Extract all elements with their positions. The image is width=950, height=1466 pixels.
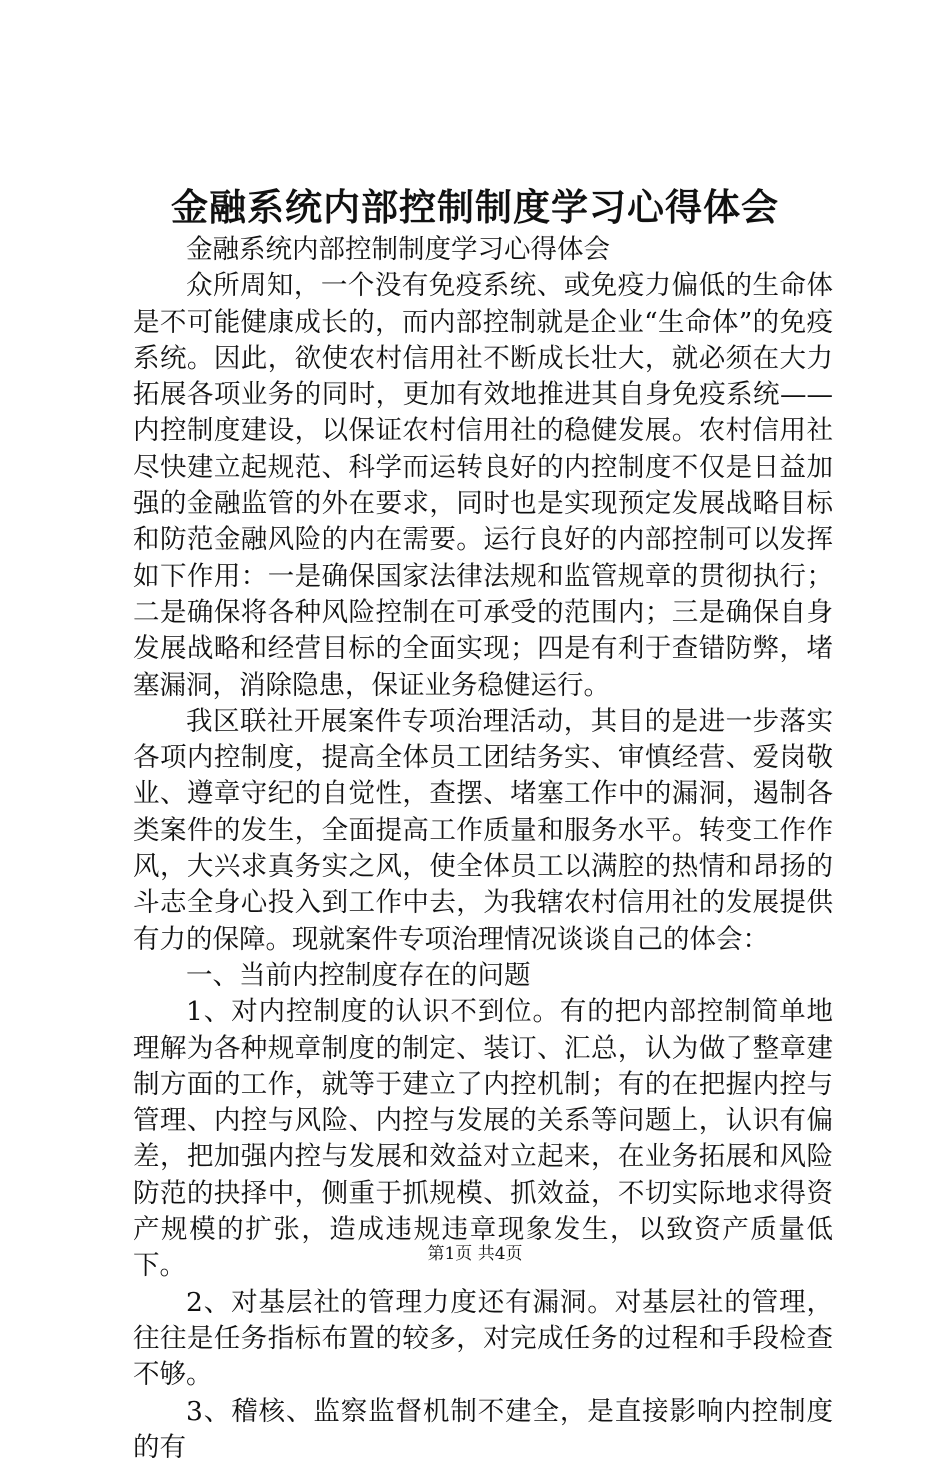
- paragraph: 众所周知，一个没有免疫系统、或免疫力偏低的生命体是不可能健康成长的，而内部控制就是企业“生命体”的免疫系统。因此，欲使农村信用社不断成长壮大，就必须在大力拓展各项业务的同时，更加有效地推进其自身免疫系统——内控制度建设，以保证农村信用社的稳健发展。农村信用社尽快建立起规范、科学而运转良好的内控制度不仅是日益加强的金融监管的外在要求，同时也是实现预定发展战略目标和防范金融风险的内在需要。运行良好的内部控制可以发挥如下作用：一是确保国家法律法规和监管规章的贯彻执行；二是确保将各种风险控制在可承受的范围内；三是确保自身发展战略和经营目标的全面实现；四是有利于查错防弊，堵塞漏洞，消除隐患，保证业务稳健运行。: [133, 268, 833, 704]
- paragraph: 3、稽核、监察监督机制不建全，是直接影响内控制度的有: [133, 1394, 833, 1466]
- page-number-footer: 第1页 共4页: [0, 1242, 950, 1266]
- paragraph-subtitle: 金融系统内部控制制度学习心得体会: [133, 232, 833, 268]
- paragraph: 2、对基层社的管理力度还有漏洞。对基层社的管理，往往是任务指标布置的较多，对完成任务的过程和手段检查不够。: [133, 1285, 833, 1394]
- paragraph: 我区联社开展案件专项治理活动，其目的是进一步落实各项内控制度，提高全体员工团结务实、审慎经营、爱岗敬业、遵章守纪的自觉性，查摆、堵塞工作中的漏洞，遏制各类案件的发生，全面提高工作质量和服务水平。转变工作作风，大兴求真务实之风，使全体员工以满腔的热情和昂扬的斗志全身心投入到工作中去，为我辖农村信用社的发展提供有力的保障。现就案件专项治理情况谈谈自己的体会：: [133, 704, 833, 958]
- paragraph: 1、对内控制度的认识不到位。有的把内部控制简单地理解为各种规章制度的制定、装订、汇总，认为做了整章建制方面的工作，就等于建立了内控机制；有的在把握内控与管理、内控与风险、内控与发展的关系等问题上，认识有偏差，把加强内控与发展和效益对立起来，在业务拓展和风险防范的抉择中，侧重于抓规模、抓效益，不切实际地求得资产规模的扩张，造成违规违章现象发生，以致资产质量低下。: [133, 994, 833, 1284]
- section-heading: 一、当前内控制度存在的问题: [133, 958, 833, 994]
- document-body: [133, 232, 833, 1466]
- document-title: 金融系统内部控制制度学习心得体会: [0, 182, 950, 232]
